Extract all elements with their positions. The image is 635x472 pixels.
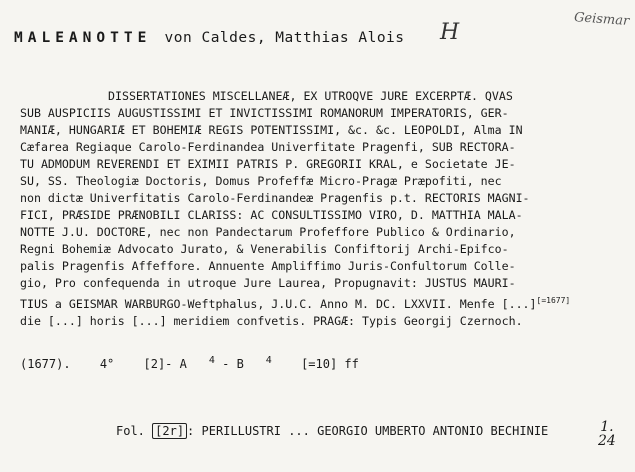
body-line: NOTTE J.U. DOCTORE, nec non Pandectarum Profeffore Publico & Ordinario, bbox=[20, 225, 516, 239]
collation-b-exp: 4 bbox=[265, 355, 272, 366]
body-line: SU, SS. Theologiæ Doctoris, Domus Profeffæ Micro-Pragæ Præpofiti, nec bbox=[20, 174, 502, 188]
physical-description bbox=[20, 355, 381, 371]
body-line: Regni Bohemiæ Advocato Jurato, & Venerabilis Confiftorij Archi-Epifco- bbox=[20, 242, 509, 256]
folio-text: : PERILLUSTRI ... GEORGIO UMBERTO ANTONIO BECHINIE bbox=[187, 424, 549, 438]
body-line: FICI, PRÆSIDE PRÆNOBILI CLARISS: AC CONSULTISSIMO VIRO, D. MATTHIA MALA- bbox=[20, 208, 523, 222]
collation-a: [2]- A bbox=[143, 357, 187, 371]
folio-ref: [2r] bbox=[152, 423, 187, 439]
body-line: TU ADMODUM REVERENDI ET EXIMII PATRIS P. GREGORII KRAL, e Societate JE- bbox=[20, 157, 516, 171]
body-line: die [...] horis [...] meridiem confvetis. PRAGÆ: Typis Georgij Czernoch. bbox=[20, 313, 523, 328]
body-line-text: TIUS a GEISMAR WARBURGO-Weftphalus, J.U.C. Anno M. DC. LXXVII. Menfe [...] bbox=[20, 296, 537, 311]
format-size: 4° bbox=[99, 357, 115, 371]
title-description bbox=[20, 88, 620, 330]
imprint-year: (1677). bbox=[20, 357, 71, 371]
collation bbox=[144, 357, 272, 371]
body-line: palis Pragenfis Affeffore. Annuente Ampliffimo Juris-Confultorum Colle- bbox=[20, 259, 516, 273]
author-given-name: von Caldes, Matthias Alois bbox=[164, 30, 405, 46]
body-line: Cæfarea Regiaque Carolo-Ferdinandea Univerfitate Pragenfi, SUB RECTORA- bbox=[20, 140, 516, 154]
card-number-sub: 24 bbox=[598, 433, 616, 449]
card-number bbox=[598, 420, 616, 448]
body-line bbox=[20, 292, 620, 313]
author-heading bbox=[14, 30, 405, 46]
body-line: MANIÆ, HUNGARIÆ ET BOHEMIÆ REGIS POTENTISSIMI, &c. &c. LEOPOLDI, Alma IN bbox=[20, 123, 523, 137]
body-line: non dictæ Univerfitatis Carolo-Ferdinandeæ Pragenfis p.t. RECTORIS MAGNI- bbox=[20, 191, 530, 205]
inserted-date-note: [=1677] bbox=[536, 296, 571, 305]
folio-note bbox=[116, 424, 548, 438]
body-line: DISSERTATIONES MISCELLANEÆ, EX UTROQVE JURE EXCERPTÆ. QVAS bbox=[108, 89, 513, 103]
collation-a-exp: 4 bbox=[208, 355, 215, 366]
body-line: gio, Pro confequenda in utroque Jure Laurea, Propugnavit: JUSTUS MAURI- bbox=[20, 276, 516, 290]
folio-label: Fol. bbox=[116, 424, 145, 438]
handwritten-mark: H bbox=[440, 20, 460, 45]
leaf-count: [=10] ff bbox=[301, 357, 359, 371]
body-line: SUB AUSPICIIS AUGUSTISSIMI ET INVICTISSIMI ROMANORUM IMPERATORIS, GER- bbox=[20, 106, 509, 120]
collation-b: - B bbox=[214, 357, 244, 371]
card-number-main: 1. bbox=[600, 419, 614, 435]
author-surname: MALEANOTTE bbox=[14, 30, 152, 46]
handwritten-note: Geismar bbox=[573, 10, 630, 29]
